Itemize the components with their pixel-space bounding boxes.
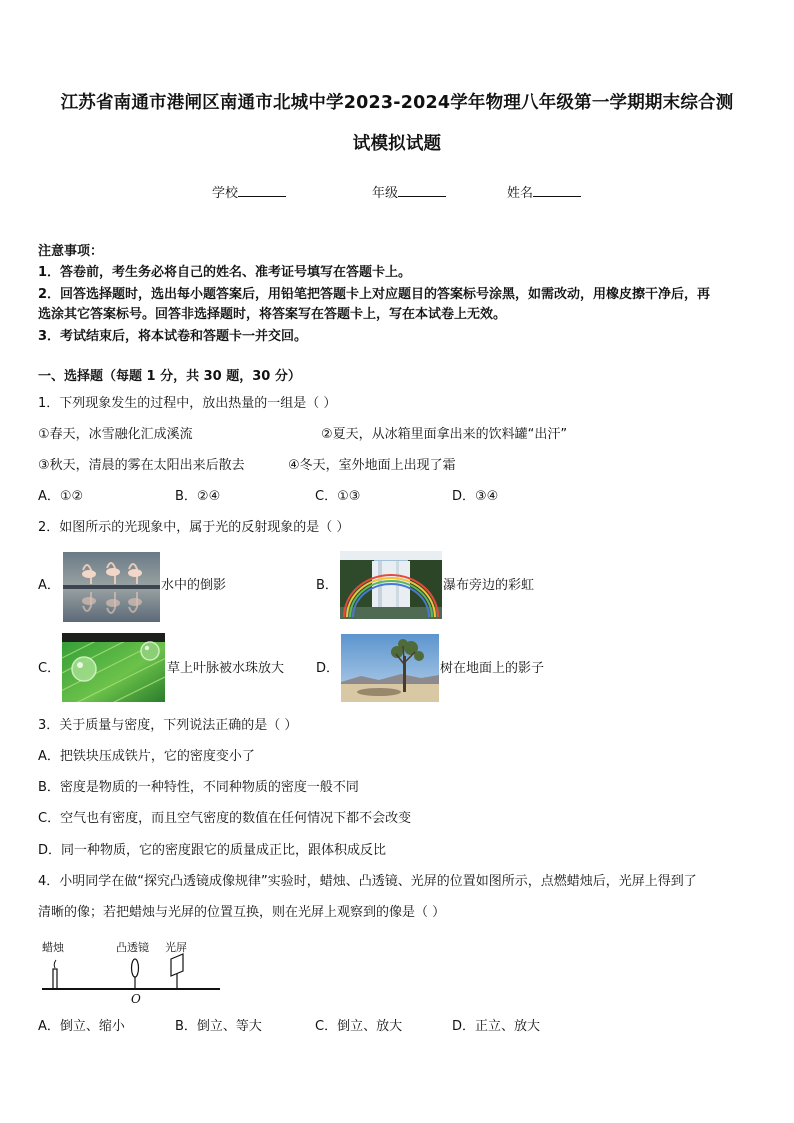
notes-item-3: 3．考试结束后，将本试卷和答题卡一并交回。 — [38, 329, 308, 344]
notes-item-1: 1．答卷前，考生务必将自己的姓名、准考证号填写在答题卡上。 — [38, 265, 412, 280]
q4-option-d: D．正立、放大 — [452, 1019, 541, 1034]
q2-stem: 2．如图所示的光现象中，属于光的反射现象的是（ ） — [38, 520, 350, 535]
q1-item-4: ④冬天，室外地面上出现了霜 — [288, 458, 456, 473]
school-blank — [238, 184, 286, 197]
origin-label: O — [131, 992, 141, 1006]
q3-option-b: B．密度是物质的一种特性，不同种物质的密度一般不同 — [38, 780, 359, 795]
grade-label: 年级 — [372, 186, 399, 201]
q2-option-a-letter: A． — [38, 578, 60, 593]
lens-label: 凸透镜 — [116, 941, 149, 954]
q4-stem-line2: 清晰的像；若把蜡烛与光屏的位置互换，则在光屏上观察到的像是（ ） — [38, 905, 446, 920]
q1-option-a: A．①② — [38, 489, 84, 504]
section-heading: 一、选择题（每题 1 分，共 30 题，30 分） — [38, 369, 301, 384]
lens-experiment-figure — [40, 937, 225, 1009]
name-blank — [533, 184, 581, 197]
q3-stem: 3．关于质量与密度，下列说法正确的是（ ） — [38, 718, 298, 733]
q1-option-d: D．③④ — [452, 489, 499, 504]
q1-option-b: B．②④ — [175, 489, 221, 504]
q1-item-1: ①春天，冰雪融化汇成溪流 — [38, 427, 193, 442]
notes-item-2-cont: 选涂其它答案标号。回答非选择题时，将答案写在答题卡上，写在本试卷上无效。 — [38, 307, 507, 322]
q2-option-c-text: 草上叶脉被水珠放大 — [167, 661, 285, 676]
page-title-line1: 江苏省南通市港闸区南通市北城中学2023-2024学年物理八年级第一学期期末综合测 — [60, 93, 734, 113]
candle-label: 蜡烛 — [42, 941, 64, 954]
q2-option-a-text: 水中的倒影 — [161, 578, 227, 593]
grade-blank — [398, 184, 446, 197]
q3-option-c: C．空气也有密度，而且空气密度的数值在任何情况下都不会改变 — [38, 811, 412, 826]
name-field — [507, 182, 581, 201]
q1-option-c: C．①③ — [315, 489, 361, 504]
name-label: 姓名 — [507, 186, 534, 201]
flamingo-reflection-image — [63, 552, 160, 622]
grade-field — [372, 182, 446, 201]
q4-option-c: C．倒立、放大 — [315, 1019, 403, 1034]
q1-item-2: ②夏天，从冰箱里面拿出来的饮料罐“出汗” — [321, 427, 568, 442]
q2-option-c-letter: C． — [38, 661, 61, 676]
q2-option-b-letter: B． — [316, 578, 338, 593]
q2-option-d-text: 树在地面上的影子 — [440, 661, 545, 676]
q1-stem: 1．下列现象发生的过程中，放出热量的一组是（ ） — [38, 396, 337, 411]
q3-option-d: D．同一种物质，它的密度跟它的质量成正比，跟体积成反比 — [38, 843, 387, 858]
school-label: 学校 — [212, 186, 239, 201]
tree-shadow-image — [341, 634, 439, 702]
q1-item-3: ③秋天，清晨的雾在太阳出来后散去 — [38, 458, 245, 473]
q3-option-a: A．把铁块压成铁片，它的密度变小了 — [38, 749, 255, 764]
school-field — [212, 182, 286, 201]
notes-heading: 注意事项： — [38, 244, 104, 259]
q4-stem-line1: 4．小明同学在做“探究凸透镜成像规律”实验时，蜡烛、凸透镜、光屏的位置如图所示，点燃蜡烛后，光屏上得到了 — [38, 874, 697, 889]
q2-option-b-text: 瀑布旁边的彩虹 — [443, 578, 535, 593]
leaf-water-drops-image — [62, 633, 165, 702]
notes-item-2: 2．回答选择题时，选出每小题答案后，用铅笔把答题卡上对应题目的答案标号涂黑，如需改动，用橡皮擦干净后，再 — [38, 287, 711, 302]
q4-option-a: A．倒立、缩小 — [38, 1019, 125, 1034]
page-title-line2: 试模拟试题 — [352, 134, 442, 154]
q4-option-b: B．倒立、等大 — [175, 1019, 262, 1034]
q2-option-d-letter: D． — [316, 661, 340, 676]
waterfall-rainbow-image — [340, 551, 442, 619]
screen-label: 光屏 — [165, 941, 187, 954]
